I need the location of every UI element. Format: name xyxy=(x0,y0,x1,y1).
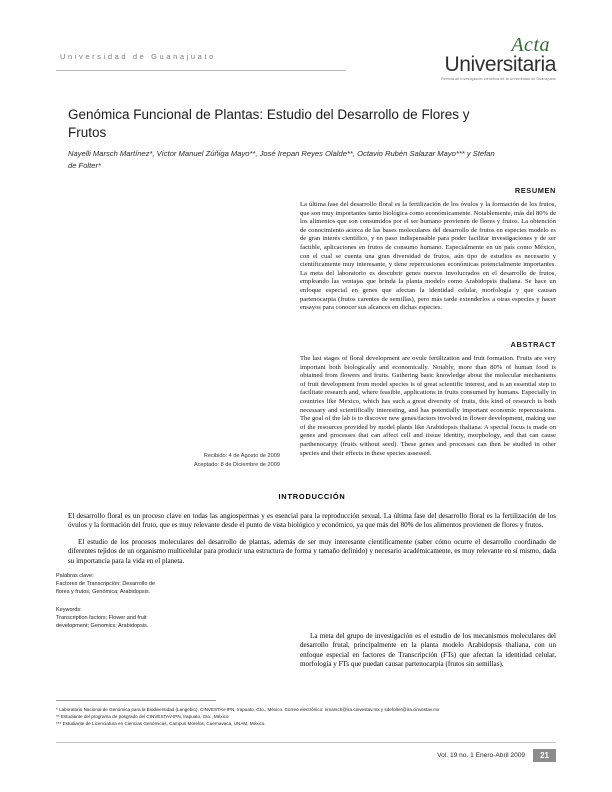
footnotes xyxy=(56,706,556,727)
introduction-paragraph-2: El estudio de los procesos moleculares del desarrollo de plantas, además de ser muy interesante científicamente (saber cómo ocurre el desarrollo coordinado de diferentes tejidos de un organismo multicelular para producir una estructura de forma y tamaño definido) y necesario académicamente, es muy relevante en sí mismo, dada su importancia para la vida en el planeta. xyxy=(68,537,556,565)
page-title: Genómica Funcional de Plantas: Estudio del Desarrollo de Flores y Frutos xyxy=(68,107,470,140)
university-name: Universidad de Guanajuato xyxy=(60,52,216,61)
abstract-section xyxy=(300,340,556,458)
page-number-badge: 21 xyxy=(533,749,556,762)
introduction-body xyxy=(68,512,556,573)
received-date: Recibido: 4 de Agosto de 2009 xyxy=(203,453,280,459)
keywords-spanish-text: Factores de Transcripción; Desarrollo de flores y frutos; Genómica; Arabidopsis. xyxy=(56,581,156,595)
footnote-2: ** Estudiante del programa de posgrado del CINVESTAV-IPN, Irapuato, Gto., México. xyxy=(56,714,230,719)
abstract-text: The last stages of floral development are ovule fertilization and fruit formation. Fruits are very important both biologically and economically. Notably, more than 80% of human food is obtained from flowers and fruits. Gathering basic knowledge about the molecular mechanisms of fruit development from model species is of great scientific interest, and is an essential step to facilitate research and, where feasible, applications in fruits consumed by humans. Especially in countries like Mexico, which has such a great diversity of fruits, this kind of research is both necessary and scientifically interesting, and has potentially important economic repercussions. The goal of the lab is to discover new genes/factors involved in flower development, making use of the resources provided by model plants like Arabidopsis thaliana. A special focus is made on genes and processes that can affect cell and tissue identity, morphology, and that can cause parthenocarpy (fruits without seed). These genes and processes can then be studied in other species and their effects in these species assessed. xyxy=(300,355,556,457)
logo-subtitle: Revista de investigación científica de la Universidad de Guanajuato xyxy=(441,77,556,81)
header-divider xyxy=(56,70,346,71)
introduction-heading: INTRODUCCIÓN xyxy=(278,492,346,501)
resumen-section xyxy=(300,186,556,313)
footnote-divider xyxy=(56,700,216,701)
footnote-3: *** Estudiante de Licenciatura en Ciencias Genómicas, Campus Morelos, Cuernavaca, UNAM, México. xyxy=(56,721,266,726)
resumen-text: La última fase del desarrollo floral es la fertilización de los óvulos y la formación de los frutos, que son muy importantes tanto biológica como económicamente. Notablemente, más del 80% de los alimentos que son consumidos por el ser humano provienen de flores y frutos. La obtención de conocimiento acerca de las bases moleculares del desarrollo de frutos en especies modelo es de gran interés científico, y en paso indispensable para poder facilitar investigaciones y de ser factible, aplicaciones en frutos de consumo humano. Especialmente en un país como México, con el cual se cuenta una gran diversidad de frutos, aún tipo de estudios es necesario y científicamente muy interesante, y tiene repercusiones económicas potencialmente importantes. La meta del laboratorio es descubrir genes nuevos involucrados en el desarrollo de frutos, empleando las ventajas que brinda la planta modelo como Arabidopsis thaliana. Se hace un enfoque especial en genes que afectan la identidad celular, morfología y que causan partenocarpia (frutos carentes de semillas), pero más tarde extenderlos a otras especies y hacer ensayos para conocer sus alcances en dichas especies. xyxy=(300,201,556,312)
keywords-spanish xyxy=(56,572,156,596)
page-footer xyxy=(380,748,556,762)
volume-info: Vol. 19 no. 1 Enero-Abril 2009 xyxy=(437,751,526,759)
introduction-paragraph-3: La meta del grupo de investigación es el estudio de los mecanismos moleculares del desarrollo frutal, principalmente en la planta modelo Arabidopsis thaliana, con un enfoque especial en factores de Transcripción (FTs) que afectan la identidad celular, morfología y FTs que puedan causar partenocarpia (frutos sin semillas). xyxy=(300,632,556,669)
keywords-spanish-heading: Palabras clave: xyxy=(56,573,94,579)
keywords-english-heading: Keywords: xyxy=(56,607,82,613)
resumen-heading: RESUMEN xyxy=(514,186,556,195)
publication-dates xyxy=(150,452,280,469)
page-header xyxy=(56,36,556,94)
footer-divider xyxy=(56,742,556,743)
accepted-date: Aceptado: 8 de Diciembre de 2009 xyxy=(193,461,280,468)
footnote-1: * Laboratorio Nacional de Genómica para la Biodiversidad (Langebio), CINVESTAV-IPN, Irapuato, Gto., México. Correo electrónico: nmarsch@ira.cinvestav.mx y sdefolter@ira.cinvestav.mx xyxy=(56,707,440,712)
keywords-english-text: Transcription factors; Flower and fruit development; Genomics; Arabidopsis. xyxy=(56,615,149,629)
logo-acta-text: Acta xyxy=(511,34,550,56)
introduction-paragraph-1: El desarrollo floral es un proceso clave en todas las angiospermas y es esencial para la reproducción sexual. La última fase del desarrollo floral es la fertilización de los óvulos y la formación del fruto, que es muy relevante desde el punto de vista biológico y económico, ya que más del 80% de los alimentos provienen de flores y frutos. xyxy=(68,512,556,530)
introduction-continuation xyxy=(300,632,556,677)
keywords-english xyxy=(56,606,156,630)
journal-logo xyxy=(406,36,556,94)
author-list: Nayelli Marsch Martínez*, Víctor Manuel Zúñiga Mayo**, José Irepan Reyes Olalde**, Octavio Rubén Salazar Mayo*** y Stefan de Folter* xyxy=(68,149,495,170)
abstract-heading: ABSTRACT xyxy=(510,340,556,349)
logo-universitaria-text: Universitaria xyxy=(444,53,556,76)
